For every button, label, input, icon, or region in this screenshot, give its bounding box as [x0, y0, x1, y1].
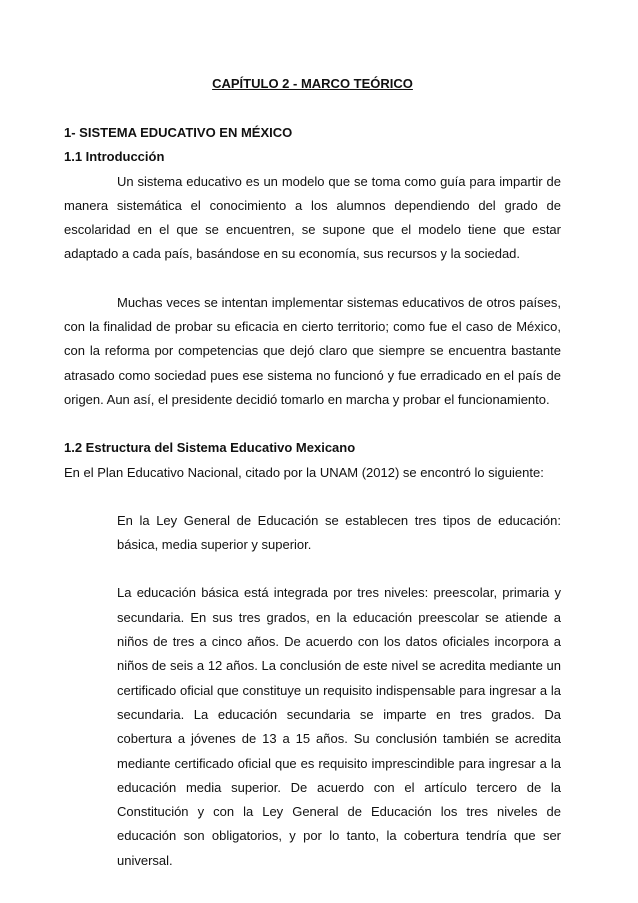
- structure-intro: En el Plan Educativo Nacional, citado por la UNAM (2012) se encontró lo siguiente:: [64, 464, 544, 480]
- subsection-heading-intro: 1.1 Introducción: [64, 149, 165, 165]
- block-quote-1: En la Ley General de Educación se establecen tres tipos de educación: básica, media superior y superior.: [117, 512, 561, 553]
- intro-paragraph-2: Muchas veces se intentan implementar sistemas educativos de otros países, con la finalidad de probar su eficacia en cierto territorio; como fue el caso de México, con la reforma por competencias que dejó claro que siempre se encuentra bastante atrasado como sociedad pues ese sistema no funcionó y fue erradicado en el país de origen. Aun así, el presidente decidió tomarlo en marcha y probar el funcionamiento.: [64, 294, 561, 407]
- intro-paragraph-1: Un sistema educativo es un modelo que se toma como guía para impartir de manera sistemática el conocimiento a los alumnos dependiendo del grado de escolaridad en el que se encuentren, se supone que el modelo tiene que estar adaptado a cada país, basándose en su economía, sus recursos y la sociedad.: [64, 173, 561, 262]
- document-page: [64, 72, 561, 873]
- paragraph-spacer: [64, 485, 561, 509]
- subsection-heading-structure: 1.2 Estructura del Sistema Educativo Mexicano: [64, 440, 356, 456]
- block-quote-2: La educación básica está integrada por tres niveles: preescolar, primaria y secundaria. En sus tres grados, en la educación preescolar se atiende a niños de tres a cinco años. De acuerdo con los datos oficiales incorpora a niños de seis a 12 años. La conclusión de este nivel se acredita mediante un certificado oficial que constituye un requisito indispensable para ingresar a la secundaria. La educación secundaria se imparte en tres grados. Da cobertura a jóvenes de 13 a 15 años. Su conclusión también se acredita mediante certificado oficial que es requisito imprescindible para ingresar a la educación media superior. De acuerdo con el artículo tercero de la Constitución y con la Ley General de Educación los tres niveles de educación son obligatorios, y por lo tanto, la cobertura tendría que ser universal.: [117, 585, 561, 868]
- paragraph-spacer: [64, 412, 561, 436]
- paragraph-spacer: [64, 557, 561, 581]
- chapter-title: CAPÍTULO 2 - MARCO TEÓRICO: [212, 76, 413, 91]
- section-heading: 1- SISTEMA EDUCATIVO EN MÉXICO: [64, 125, 293, 140]
- paragraph-spacer: [64, 267, 561, 291]
